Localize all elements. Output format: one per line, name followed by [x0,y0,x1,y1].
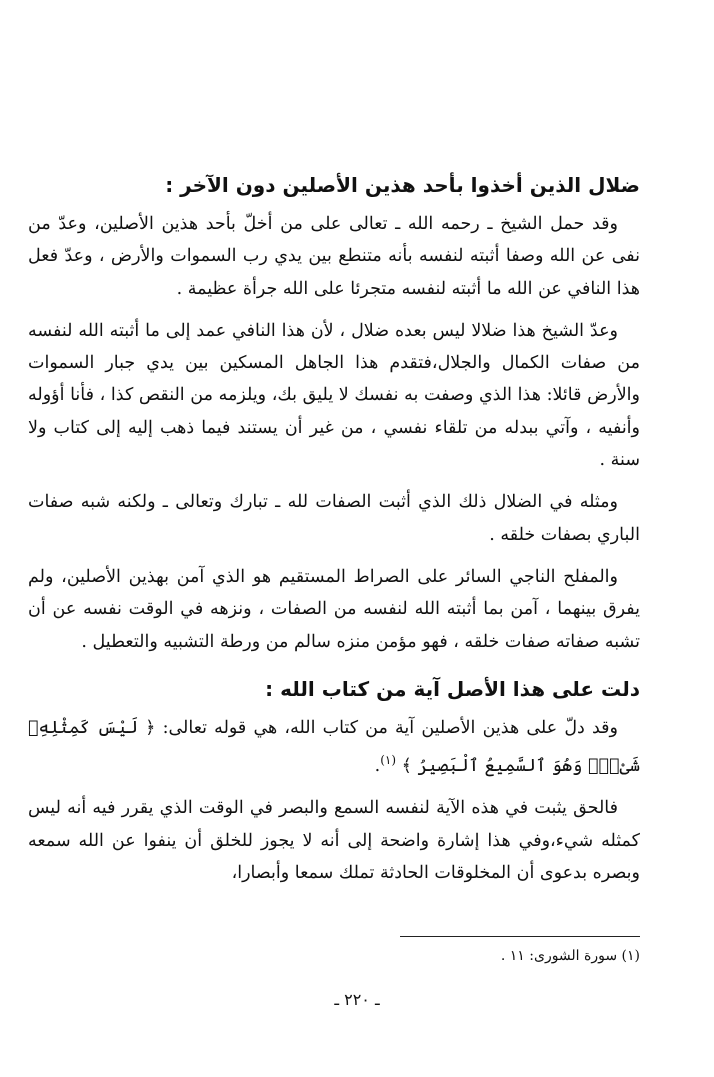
page-body [28,168,640,899]
section-heading-misguidance: ضلال الذين أخذوا بأحد هذين الأصلين دون الآخر : [165,173,640,197]
verse-intro: وقد دلّ على هذين الأصلين آية من كتاب الله، هي قوله تعالى: [162,717,618,738]
paragraph: وعدّ الشيخ هذا ضلالا ليس بعده ضلال ، لأن هذا النافي عمد إلى ما أثبته الله لنفسه من صفات الكمال والجلال،فتقدم هذا الجاهل المسكين بين يدي جبار السموات والأرض قائلا: هذا الذي وصفت به نفسك لا يليق بك، ويلزمه من النقص كذا ، فأنا أؤوله وأنفيه ، وآتي ببدله من تلقاء نفسي ، من غير أن يستند فيما ذهب إليه إلى كتاب ولا سنة . [28,320,640,471]
footnote-divider [400,936,640,937]
footnote: (١) سورة الشورى: ١١ . [500,948,640,964]
verse-end: . [374,755,381,776]
footnote-marker[interactable]: (١) [380,753,397,768]
paragraph: والمفلح الناجي السائر على الصراط المستقيم هو الذي آمن بهذين الأصلين، ولم يفرق بينهما ، آمن بما أثبته الله لنفسه من الصفات ، ونزهه في الوقت نفسه عن أن تشبه صفاته صفات خلقه ، فهو مؤمن منزه سالم من ورطة التشبيه والتعطيل . [28,566,640,652]
verse-paragraph [28,712,640,782]
section-heading-verse-evidence: دلت على هذا الأصل آية من كتاب الله : [265,676,640,701]
verse-open-bracket: ﴿ [145,717,156,738]
verse-close-bracket: ﴾ [401,755,412,776]
page-number: ـ ٢٢٠ ـ [334,990,380,1009]
paragraph: وقد حمل الشيخ ـ رحمه الله ـ تعالى على من أخلّ بأحد هذين الأصلين، وعدّ من نفى عن الله وصفا أثبته لنفسه بأنه متنطع بين يدي رب السموات والأرض ، وعدّ فعل هذا النافي عن الله ما أثبته لنفسه متجرئا على الله جرأة عظيمة . [28,214,640,299]
paragraph: ومثله في الضلال ذلك الذي أثبت الصفات لله ـ تبارك وتعالى ـ ولكنه شبه صفات الباري بصفات خلقه . [28,492,640,545]
paragraph: فالحق يثبت في هذه الآية لنفسه السمع والبصر في الوقت الذي يقرر فيه أنه ليس كمثله شيء،وفي هذا إشارة واضحة إلى أنه لا يجوز للخلق أن ينفوا عن الله سمعه وبصره بدعوى أن المخلوقات الحادثة تملك سمعا وأبصارا، [28,798,640,883]
quran-verse: لَيْسَ كَمِثْلِهِۦ شَىْءٌۖ وَهُوَ ٱلسَّمِيعُ ٱلْبَصِيرُ [28,717,640,776]
